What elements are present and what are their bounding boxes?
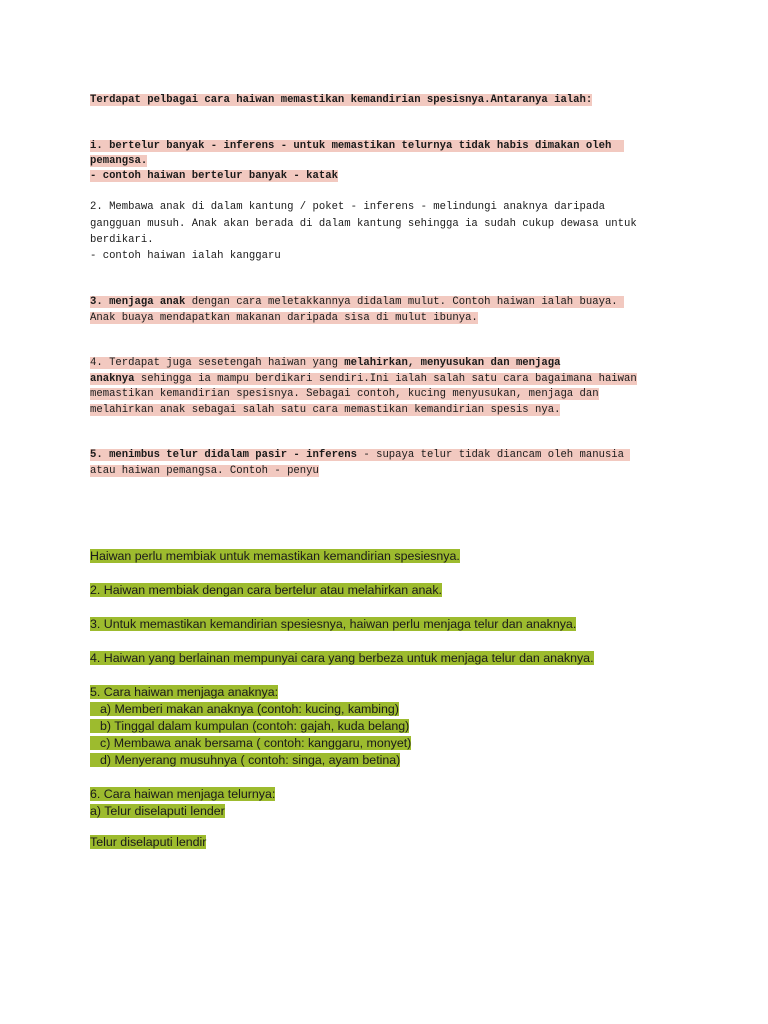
list-item: a) Telur diselaputi lender bbox=[90, 804, 225, 818]
summary-text: 6. Cara haiwan menjaga telurnya: bbox=[90, 787, 276, 801]
point-5-heading: 5. menimbus telur didalam pasir - inferens bbox=[90, 449, 358, 461]
point-3-text: dengan cara meletakkannya didalam mulut. Contoh haiwan ialah buaya. bbox=[185, 296, 618, 308]
point-1-example: - contoh haiwan bertelur banyak - katak bbox=[90, 170, 338, 182]
care-of-young-item bbox=[90, 718, 409, 735]
point-4-text: 4. Terdapat juga sesetengah haiwan yang bbox=[90, 357, 345, 369]
summary-text: 3. Untuk memastikan kemandirian spesiesnya, haiwan perlu menjaga telur dan anaknya. bbox=[90, 617, 577, 631]
summary-line-2 bbox=[90, 582, 442, 599]
summary-text: 5. Cara haiwan menjaga anaknya: bbox=[90, 685, 279, 699]
point-2-line-1 bbox=[90, 199, 605, 215]
care-of-young-item bbox=[90, 701, 399, 718]
list-item: c) Membawa anak bersama ( contoh: kanggaru, monyet) bbox=[90, 736, 411, 750]
point-5-text: - supaya telur tidak diancam oleh manusia bbox=[357, 449, 625, 461]
summary-line-1 bbox=[90, 548, 460, 565]
point-3-heading: 3. menjaga anak bbox=[90, 296, 186, 308]
point-5-line-1 bbox=[90, 447, 630, 463]
point-3-line-2 bbox=[90, 310, 478, 326]
point-4-line-3 bbox=[90, 386, 599, 402]
point-1-text: i. bertelur banyak - inferens - untuk memastikan telurnya tidak habis dimakan oleh bbox=[90, 140, 612, 152]
point-2-text: gangguan musuh. Anak akan berada di dalam kantung sehingga ia sudah cukup dewasa untuk bbox=[90, 218, 637, 230]
summary-text: Telur diselaputi lendir bbox=[90, 835, 207, 849]
summary-line-3 bbox=[90, 616, 576, 633]
summary-text: 4. Haiwan yang berlainan mempunyai cara yang berbeza untuk menjaga telur dan anaknya. bbox=[90, 651, 594, 665]
care-of-young-item bbox=[90, 752, 400, 769]
point-1-line-2 bbox=[90, 153, 147, 169]
point-5-text: atau haiwan pemangsa. Contoh - penyu bbox=[90, 465, 319, 477]
point-3-line-1 bbox=[90, 294, 624, 310]
point-1-text: pemangsa. bbox=[90, 155, 148, 167]
intro-line bbox=[90, 92, 592, 108]
care-of-young-title bbox=[90, 684, 278, 701]
point-2-line-4 bbox=[90, 248, 281, 264]
care-of-eggs-title bbox=[90, 786, 275, 803]
list-item: b) Tinggal dalam kumpulan (contoh: gajah, kuda belang) bbox=[90, 719, 409, 733]
point-4-text: sehingga ia mampu berdikari sendiri.Ini ialah salah satu cara bagaimana haiwan bbox=[134, 373, 637, 385]
point-1-line-3 bbox=[90, 168, 338, 184]
point-4-text: memastikan kemandirian spesisnya. Sebagai contoh, kucing menyusukan, menjaga dan bbox=[90, 388, 599, 400]
point-5-line-2 bbox=[90, 463, 319, 479]
point-2-line-3 bbox=[90, 232, 154, 248]
list-item: d) Menyerang musuhnya ( contoh: singa, ayam betina) bbox=[90, 753, 400, 767]
care-of-eggs-item bbox=[90, 803, 225, 820]
summary-text: Haiwan perlu membiak untuk memastikan kemandirian spesiesnya. bbox=[90, 549, 460, 563]
summary-line-4 bbox=[90, 650, 594, 667]
care-of-young-item bbox=[90, 735, 411, 752]
summary-text: 2. Haiwan membiak dengan cara bertelur atau melahirkan anak. bbox=[90, 583, 442, 597]
final-line bbox=[90, 834, 206, 851]
intro-text: Terdapat pelbagai cara haiwan memastikan kemandirian spesisnya.Antaranya ialah: bbox=[90, 94, 593, 106]
point-2-example: - contoh haiwan ialah kanggaru bbox=[90, 250, 281, 262]
point-2-text: 2. Membawa anak di dalam kantung / poket - inferens - melindungi anaknya daripada bbox=[90, 201, 605, 213]
point-4-text: melahirkan anak sebagai salah satu cara memastikan kemandirian spesis nya. bbox=[90, 404, 561, 416]
point-4-line-1 bbox=[90, 355, 560, 371]
point-4-bold: anaknya bbox=[90, 373, 135, 385]
point-4-line-4 bbox=[90, 402, 560, 418]
point-3-text: Anak buaya mendapatkan makanan daripada sisa di mulut ibunya. bbox=[90, 312, 478, 324]
point-4-bold: melahirkan, menyusukan dan menjaga bbox=[344, 357, 561, 369]
point-1-line-1 bbox=[90, 138, 624, 154]
point-4-line-2 bbox=[90, 371, 637, 387]
point-2-text: berdikari. bbox=[90, 234, 154, 246]
point-2-line-2 bbox=[90, 216, 637, 232]
list-item: a) Memberi makan anaknya (contoh: kucing, kambing) bbox=[90, 702, 399, 716]
